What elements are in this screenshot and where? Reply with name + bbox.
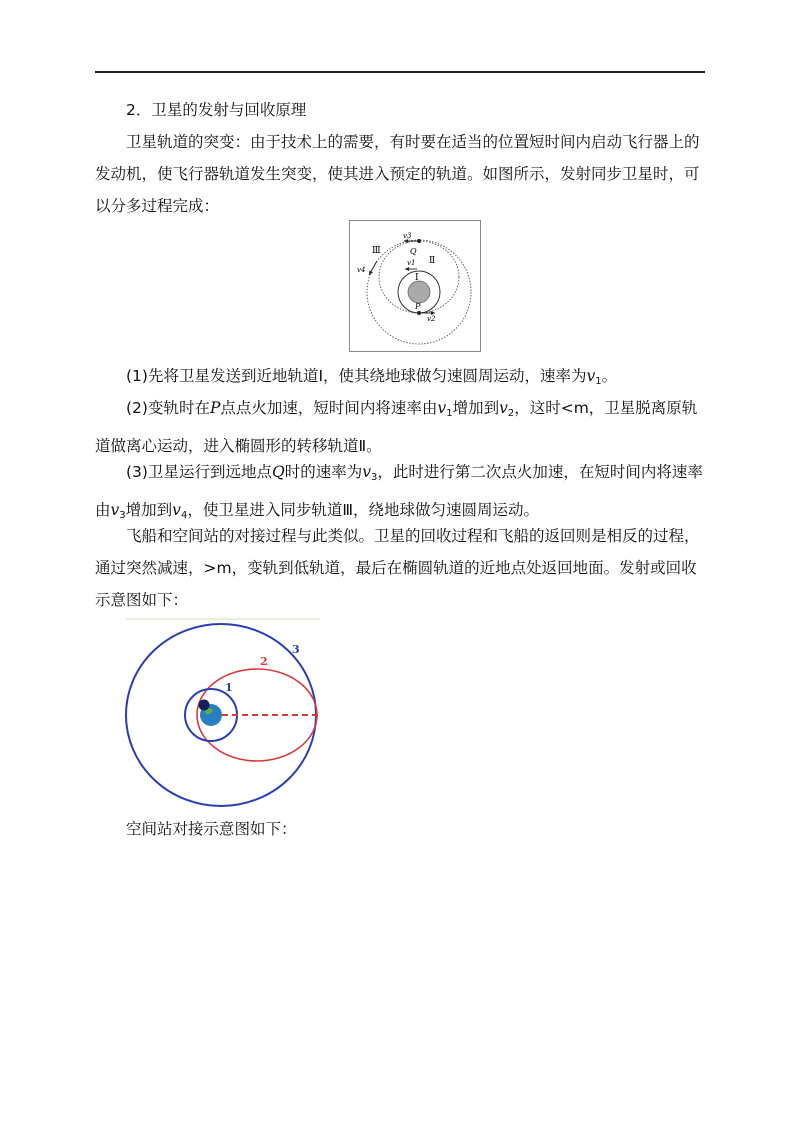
orbit-2-label: Ⅱ (429, 256, 436, 266)
header-rule (95, 71, 705, 73)
step-3-sub2: 3 (119, 510, 126, 521)
orbit-transfer-diagram (349, 220, 481, 352)
docking-caption: 空间站对接示意图如下： (126, 820, 297, 838)
step-3-point: Q (271, 463, 285, 481)
step-3-var1: v (362, 463, 371, 481)
step-1-text: (1)先将卫星发送到近地轨道Ⅰ，使其绕地球做匀速圆周运动，速率为 (126, 367, 587, 385)
step-3-sub3: 4 (180, 510, 188, 521)
step-3-suffix: ，使卫星进入同步轨道Ⅲ，绕地球做匀速圆周运动。 (187, 501, 540, 519)
recovery-paragraph: 飞船和空间站的对接过程与此类似。卫星的回收过程和飞船的返回则是相反的过程，通过突然减速，>m，变轨到低轨道，最后在椭圆轨道的近地点处返回地面。发射或回收示意图如下： (95, 527, 700, 609)
v1-label: v1 (407, 259, 416, 267)
step-2-var2: v (499, 399, 508, 417)
step-1-sub: 1 (595, 376, 602, 387)
step-2-prefix: (2)变轨时在 (126, 399, 210, 417)
step-3-var2: v (110, 501, 120, 519)
step-2-point: P (209, 399, 221, 417)
orbit-1-label: Ⅰ (415, 273, 419, 283)
orbit-2-number: 2 (260, 655, 268, 668)
launch-recovery-diagram (120, 618, 320, 808)
step-2-sub2: 2 (507, 408, 515, 419)
section-title: 2．卫星的发射与回收原理 (126, 101, 307, 119)
step-3-mid3: 增加到 (125, 501, 173, 519)
step-2-mid2: 增加到 (452, 399, 500, 417)
intro-paragraph: 卫星轨道的突变：由于技术上的需要，有时要在适当的位置短时间内启动飞行器上的发动机，使飞行器轨道发生突变，使其进入预定的轨道。如图所示，发射同步卫星时，可以分多过程完成： (95, 133, 700, 215)
v4-label: v4 (357, 266, 366, 274)
v3-label: v3 (403, 232, 412, 240)
point-p-dot (417, 311, 421, 315)
step-3-var3: v (172, 501, 181, 519)
step-3-mid1: 时的速率为 (284, 463, 363, 481)
step-3-mid2: ，此时进行第二次点火加速，在短时间内将速率由 (95, 463, 703, 519)
point-q-label: Q (410, 247, 417, 256)
step-2-suffix: ，这时<m，卫星脱离原轨道做离心运动，进入椭圆形的转移轨道Ⅱ。 (95, 399, 698, 455)
step-1-var: v (586, 367, 596, 385)
step-2-mid1: 点点火加速，短时间内将速率由 (220, 399, 438, 417)
step-2-var1: v (437, 399, 447, 417)
v2-label: v2 (427, 315, 436, 323)
point-p-label: P (415, 302, 421, 311)
spacecraft-dot (199, 700, 210, 711)
orbit-3-number: 3 (292, 643, 300, 656)
orbit-3-label: Ⅲ (372, 246, 381, 256)
orbit-1-number: 1 (225, 681, 233, 694)
step-2-sub1: 1 (446, 408, 453, 419)
step-3-sub1: 3 (370, 472, 378, 483)
step-3-prefix: (3)卫星运行到远地点 (126, 463, 272, 481)
point-q-dot (417, 239, 421, 243)
step-2-paragraph (95, 392, 707, 462)
step-1-suffix: 。 (601, 367, 618, 385)
earth-disc (408, 281, 430, 303)
